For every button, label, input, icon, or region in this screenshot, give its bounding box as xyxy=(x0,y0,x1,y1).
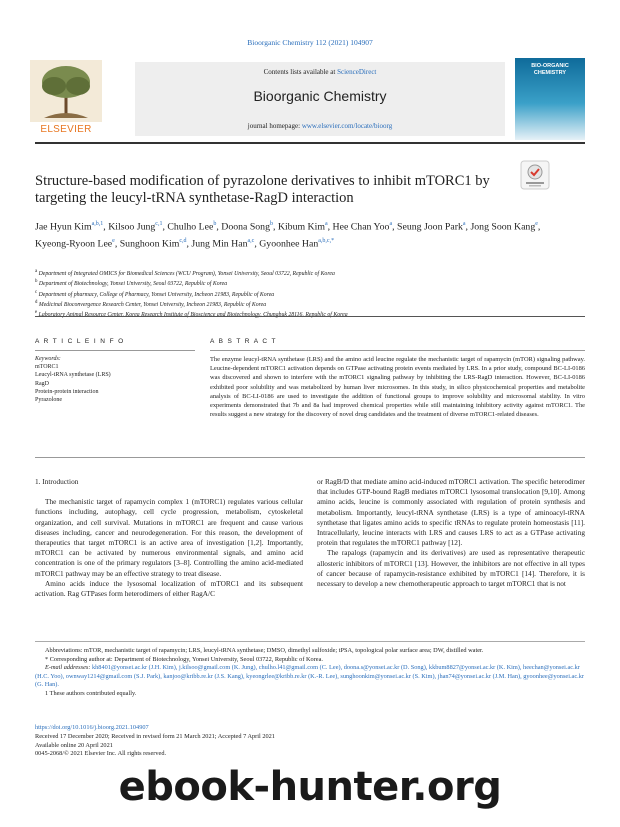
author-affiliation-marker[interactable]: e xyxy=(112,238,115,245)
affiliation-marker: e xyxy=(35,310,38,316)
intro-paragraph-1: The mechanistic target of rapamycin complex 1 (mTORC1) regulates various cellular functions including, autophagy, cell cycle progression, metabolism, cytoskeletal organization, and cell survival. Mutations in mTORC1 are frequent and cause various diseases including, cancer and neurodegeneration. For this reason, the development of therapeutics that target mTORC1 is an active area of investigation [1,2]. Importantly, mTORC1 can be activated by numerous environmental signals, and amino acid concentration is one of the primary regulators [3–8]. Controlling the amino acid-mediated mTORC1 pathway may be an effective strategy to treat disease. xyxy=(35,497,303,578)
author-affiliation-marker[interactable]: a,b,c,* xyxy=(318,238,335,245)
intro-paragraph-3: or RagB/D that mediate amino acid-induced mTORC1 activation. The specific heterodimer that includes GTP-bound RagB mediates mTORC1 lysosomal translocation [9,10]. Among amino acids, leucine is commonly associated with regulation of protein synthesis and metabolism. Importantly, leucyl-tRNA synthetase (LRS) is a type of aminoacyl-tRNA synthetase that ligates amino acids to specific tRNAs to regulate protein homeostasis [11]. Intracellularly, leucine interacts with LRS and causes LRS to act as a GTPase activating protein that regulates the mTORC1 pathway [12]. xyxy=(317,477,585,548)
article-info-rule xyxy=(35,350,195,351)
affiliation-text: Department of Integrated OMICS for Biomedical Sciences (WCU Program), Yonsei University, Seoul 03722, Republic of Korea xyxy=(37,270,335,277)
author-name: Kyeong-Ryoon Lee xyxy=(35,238,113,250)
author-affiliation-marker[interactable]: b xyxy=(269,221,273,227)
author-name: Seung Joon Park xyxy=(397,221,463,233)
keyword-item: RagD xyxy=(35,380,49,387)
email-label: E-mail addresses: xyxy=(45,664,92,672)
author-name: Sunghoon Kim xyxy=(119,238,180,250)
corresponding-author-footnote: * Corresponding author at: Department of Biotechnology, Yonsei University, Seoul 03722, Republic of Korea. xyxy=(45,655,323,663)
contents-line xyxy=(135,68,505,76)
affiliation-text: Department of Biotechnology, Yonsei University, Seoul 03722, Republic of Korea xyxy=(37,281,228,288)
author-affiliation-marker[interactable]: c,d xyxy=(179,238,187,245)
author-name: Jae Hyun Kim xyxy=(35,221,92,233)
homepage-line xyxy=(135,122,505,130)
abstract-rule xyxy=(210,350,585,351)
keywords-list xyxy=(35,363,195,404)
homepage-link[interactable]: www.elsevier.com/locate/bioorg xyxy=(301,122,393,130)
affiliation-marker: a xyxy=(35,269,38,274)
keyword-item: Pyrazolone xyxy=(35,397,62,404)
abstract-heading: A B S T R A C T xyxy=(210,338,277,345)
intro-paragraph-2: Amino acids induce the lysosomal localization of mTORC1 and its subsequent activation. Rag GTPases form heterodimers of either RagA/C xyxy=(35,578,303,599)
section-rule xyxy=(35,316,585,317)
article-info-heading: A R T I C L E I N F O xyxy=(35,338,125,345)
author-name: Doona Song xyxy=(221,221,270,233)
abbreviations-footnote: Abbreviations: mTOR, mechanistic target of rapamycin; LRS, leucyl-tRNA synthetase; DMSO, dimethyl sulfoxide; tPSA, topological polar surface area; DW, distilled water. xyxy=(45,647,484,654)
affiliation-text: Department of pharmacy, College of Pharmacy, Yonsei University, Incheon 21983, Republic of Korea xyxy=(37,291,275,298)
affiliation-marker: c xyxy=(35,289,38,295)
homepage-prefix: journal homepage: xyxy=(247,122,302,130)
cover-title: BIO-ORGANIC CHEMISTRY xyxy=(531,63,569,76)
author-affiliation-marker[interactable]: a xyxy=(462,221,466,227)
journal-reference[interactable]: Bioorganic Chemistry 112 (2021) 104907 xyxy=(247,38,373,47)
affiliation-marker: d xyxy=(35,299,38,305)
contents-prefix: Contents lists available at xyxy=(263,68,338,76)
author-list: Jae Hyun Kim$^{a,b,1}$, Kilsoo Jung$^{c,1}$, Chulho Lee$^b$, Doona Song$^b$, Kibum Kim$^a$, Hee Chan Yoo$^a$, Seung Joon Park$^a$, Jong Soon Kang$^e$, Kyeong-Ryoon Lee$^e$, Sunghoon Kim$^{c,d}$, Jung Min Han$^{a,c}$, Gyoonhee Han$^{a,b,c,*}$ xyxy=(35,221,541,250)
email-links[interactable]: kh8401@yonsei.ac.kr (J.H. Kim), j.kilsoo@gmail.com (K. Jung), chulho.l41@gmail.com (C. Lee), doona.s@yonsei.ac.kr (D. Song), kkbum8827@yonsei.ac.kr (K. Kim), heechan@yonsei.ac.kr (H.C. Yoo), ownway1214@gmail.com (S.J. Park), kanjoo@kribb.re.kr (J.S. Kang), kyeongrlee@kribb.re.kr (K.-R. Lee), sunghoonkim@yonsei.ac.kr (S. Kim), jhan74@yonsei.ac.kr (J.M. Han), gyoonhee@yonsei.ac.kr (G. Han). xyxy=(35,664,584,689)
keyword-item: Leucyl-tRNA synthetase (LRS) xyxy=(35,372,111,379)
author-name: Hee Chan Yoo xyxy=(332,221,390,233)
journal-title: Bioorganic Chemistry xyxy=(253,88,387,104)
author-affiliation-marker[interactable]: c,1 xyxy=(155,221,163,227)
sciencedirect-link[interactable]: ScienceDirect xyxy=(337,68,377,76)
author-name: Kibum Kim xyxy=(277,221,325,233)
author-affiliation-marker[interactable]: a xyxy=(389,221,393,227)
body-column-left xyxy=(35,477,303,599)
publisher-name: ELSEVIER xyxy=(40,124,92,135)
keywords-label: Keywords: xyxy=(35,356,61,362)
author-affiliation-marker[interactable]: a,b,1 xyxy=(91,221,104,227)
check-for-updates-icon[interactable] xyxy=(520,160,550,190)
equal-contribution-footnote: 1 These authors contributed equally. xyxy=(45,689,137,697)
author-name: Jong Soon Kang xyxy=(470,221,536,233)
watermark-text: ebook-hunter.org xyxy=(118,764,502,810)
keyword-item: mTORC1 xyxy=(35,364,59,371)
affiliation-item xyxy=(35,309,585,319)
affiliation-item xyxy=(35,278,585,288)
copyright-line: 0045-2068/© 2021 Elsevier Inc. All rights reserved. xyxy=(35,750,167,758)
article-title: Structure-based modification of pyrazolone derivatives to inhibit mTORC1 by targeting the leucyl-tRNA synthetase-RagD interaction xyxy=(35,173,490,206)
author-affiliation-marker[interactable]: b xyxy=(213,221,217,227)
email-footnote xyxy=(35,664,585,690)
affiliation-marker: b xyxy=(35,279,38,285)
doi-link[interactable]: https://doi.org/10.1016/j.bioorg.2021.104907 xyxy=(35,724,149,731)
keywords-block xyxy=(35,355,195,404)
author-name: Gyoonhee Han xyxy=(259,238,319,250)
author-name: Chulho Lee xyxy=(167,221,214,233)
section-heading-introduction: 1. Introduction xyxy=(35,477,79,486)
affiliation-item xyxy=(35,299,585,309)
author-affiliation-marker[interactable]: a xyxy=(324,221,328,227)
body-column-right xyxy=(317,477,585,589)
abstract-text: The enzyme leucyl-tRNA synthetase (LRS) and the amino acid leucine regulate the mechanistic target of rapamycin (mTOR) signaling pathway. Leucine-dependent mTORC1 activation depends on GTPase activating protein events mediated by LRS. In a prior study, compound BC-LI-0186 was discovered and shown to interfere with the mTORC1 signaling pathway by inhibiting the LRS-RagD interaction. However, BC-LI-0186 exhibited poor solubility and was metabolized by human liver microsomes. In this study, in silico physicochemical properties and metabolite analysis of BC-LI-0186 are used to investigate the addition of functional groups to improve solubility and microsomal stability. In vitro experiments demonstrated that 7b and 8a had improved chemical properties while still maintaining inhibitory activity against mTORC1. The results suggest a new strategy for the discovery of novel drug candidates and the treatment of diverse mTORC1-related diseases. xyxy=(210,356,585,419)
publication-info xyxy=(35,724,355,759)
keyword-item: Protein-protein interaction xyxy=(35,388,99,395)
author-name: Kilsoo Jung xyxy=(108,221,156,233)
footnote-rule xyxy=(35,641,585,642)
author-affiliation-marker[interactable]: e xyxy=(535,221,538,227)
online-date: Available online 20 April 2021 xyxy=(35,741,113,749)
author-name: Jung Min Han xyxy=(191,238,248,250)
affiliation-list xyxy=(35,268,585,320)
affiliation-text: Medicinal Bioconvergence Research Center, Yonsei University, Incheon 21983, Republic of Korea xyxy=(37,301,267,308)
abstract-bottom-rule xyxy=(35,457,585,458)
author-affiliation-marker[interactable]: a,c xyxy=(247,238,255,245)
affiliation-item xyxy=(35,289,585,299)
affiliation-item xyxy=(35,268,585,278)
received-dates: Received 17 December 2020; Received in revised form 21 March 2021; Accepted 7 April 2021 xyxy=(35,732,275,740)
intro-paragraph-4: The rapalogs (rapamycin and its derivatives) are used as representative therapeutic allosteric inhibitors of mTORC1 [13]. However, the inhibitors are not effective in all types of cancer because of rapamycin-resistance exhibited by mTORC1 [14]. Therefore, it is necessary to develop a new chemotherapeutic approach to target mTORC1 that is not xyxy=(317,548,585,589)
header-rule xyxy=(35,142,585,144)
footnotes xyxy=(35,647,585,699)
